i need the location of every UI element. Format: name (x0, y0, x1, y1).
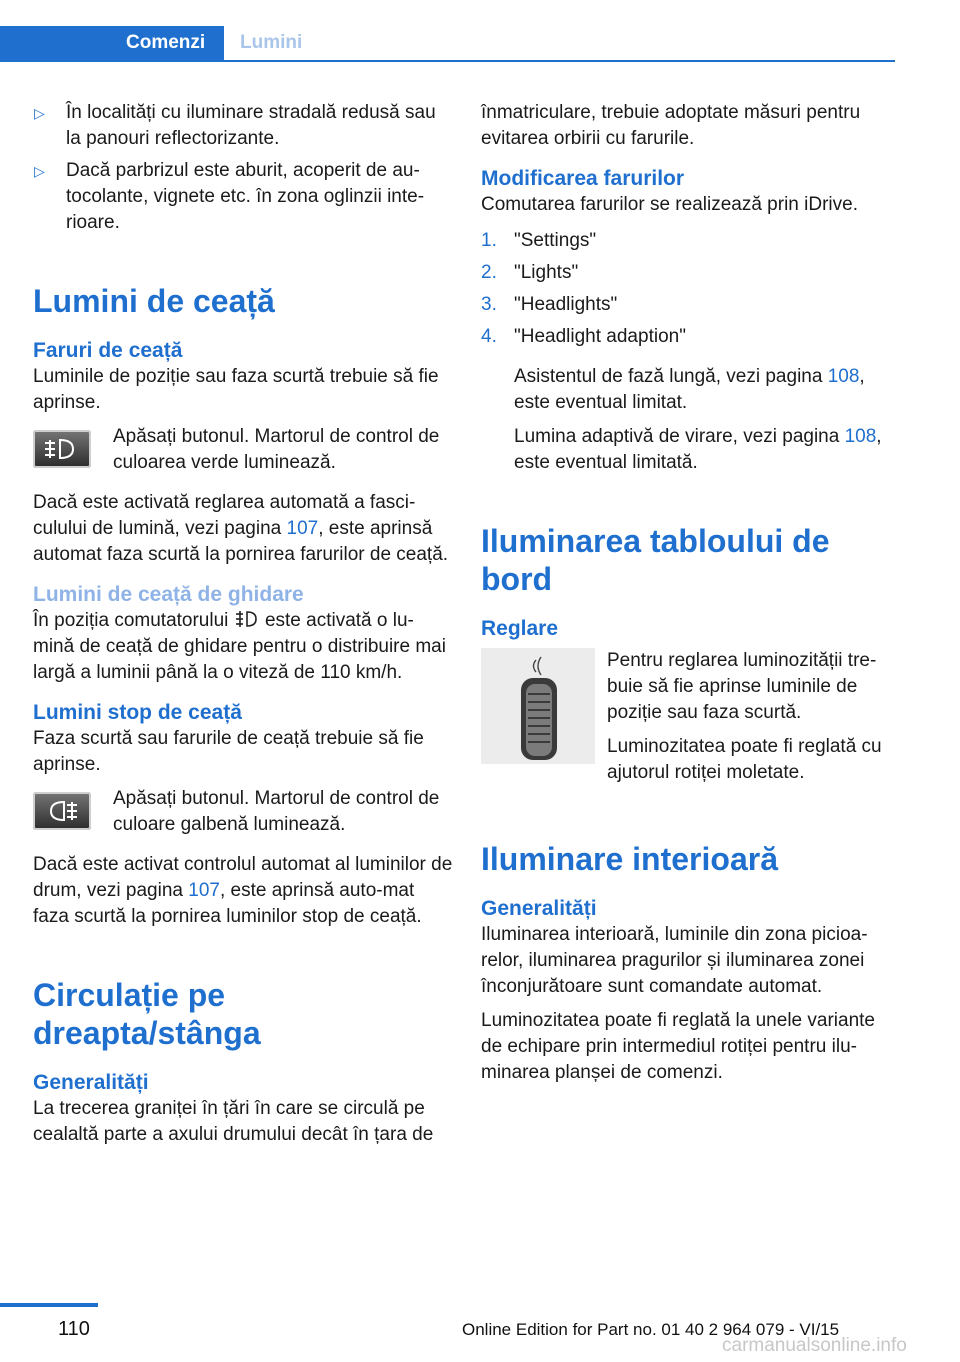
page-number: 110 (58, 1318, 90, 1340)
paragraph: Comutarea farurilor se realizează prin iDrive. (481, 194, 858, 215)
step-number: 4. (481, 326, 497, 347)
text-span: , este aprinsă automat faza scurtă la pornirea farurilor de ceață. (33, 518, 449, 565)
paragraph: Pentru reglarea luminozității tre-buie să fie aprinse luminile de poziție sau faza scurtă. (607, 650, 877, 723)
adjust-text-block (607, 648, 901, 794)
list-item (481, 324, 901, 350)
bullet-text: În localități cu iluminare stradală redusă sau la panouri reflectorizante. (66, 102, 436, 149)
list-item (481, 228, 901, 254)
list-item (33, 158, 453, 236)
header-bar (0, 0, 960, 62)
triangle-right-icon: ▷ (34, 105, 45, 121)
section-heading-dash: Iluminarea tabloului de bord (481, 523, 830, 597)
section-heading-fog: Lumini de ceață (33, 283, 275, 319)
text-span: este activată o lu-mină de ceață de ghidare pentru o distribuire mai largă a luminii până la o viteză de 110 km/h. (33, 610, 446, 683)
paragraph (33, 852, 453, 930)
section-heading-traffic: Circulație pe dreapta/stânga (33, 977, 261, 1051)
step-text: "Headlight adaption" (514, 326, 686, 347)
button-instruction: Apăsați butonul. Martorul de control de culoarea verde luminează. (113, 426, 440, 473)
watermark: carmanualsonline.info (722, 1335, 907, 1356)
text-span: Dacă este activată reglarea automată a fasci-culului de lumină, vezi pagina (33, 492, 416, 539)
footer-divider (0, 1303, 98, 1307)
step-note (481, 364, 901, 416)
header-divider (0, 60, 895, 62)
front-fog-row (33, 424, 453, 476)
tab-lumini[interactable]: Lumini (240, 32, 303, 53)
right-column (481, 100, 901, 1094)
paragraph: înmatriculare, trebuie adoptate măsuri pentru evitarea orbirii cu farurile. (481, 102, 861, 149)
paragraph: Faza scurtă sau farurile de ceață trebuie să fie aprinse. (33, 728, 424, 775)
triangle-right-icon: ▷ (34, 163, 45, 179)
subheading-guide: Lumini de ceață de ghidare (33, 583, 304, 606)
page-link[interactable]: 107 (286, 518, 319, 539)
subheading-modify: Modificarea farurilor (481, 167, 685, 190)
subheading-general: Generalități (33, 1071, 149, 1094)
text-span: Lumina adaptivă de virare, vezi pagina (514, 426, 845, 447)
text-span: , este eventual limitată. (514, 426, 882, 473)
paragraph: La trecerea graniței în țări în care se circulă pe cealaltă parte a axului drumului decât în țara de (33, 1098, 434, 1145)
step-number: 3. (481, 294, 497, 315)
button-instruction: Apăsați butonul. Martorul de control de culoare galbenă luminează. (113, 788, 440, 835)
steps-list (481, 228, 901, 350)
step-number: 2. (481, 262, 497, 283)
text-span: , este eventual limitat. (514, 366, 865, 413)
section-heading-interior: Iluminare interioară (481, 841, 778, 877)
subheading-fog-front: Faruri de ceață (33, 339, 183, 362)
step-text: "Headlights" (514, 294, 618, 315)
list-item (481, 292, 901, 318)
list-item (33, 100, 453, 152)
fog-switch-position-icon (234, 609, 260, 629)
paragraph (33, 490, 453, 568)
paragraph: Iluminarea interioară, luminile din zona picioa-relor, iluminarea pragurilor și iluminarea zonei înconjurătoare sunt comandate automat. (481, 924, 868, 997)
bullet-text: Dacă parbrizul este aburit, acoperit de au-tocolante, vignete etc. în zona oglinzii inte-rioare. (66, 160, 425, 233)
edition-note: Online Edition for Part no. 01 40 2 964 079 - VI/15 (462, 1320, 840, 1339)
subheading-adjust: Reglare (481, 617, 559, 640)
text-span: Dacă este activat controlul automat al luminilor de drum, vezi pagina (33, 854, 453, 901)
paragraph: Luminozitatea poate fi reglată la unele variante de echipare prin intermediul rotiței pentru ilu-minarea planșei de comenzi. (481, 1010, 875, 1083)
text-span: Asistentul de fază lungă, vezi pagina (514, 366, 828, 387)
text-span: În poziția comutatorului (33, 610, 234, 631)
page-link[interactable]: 108 (844, 426, 877, 447)
step-note (481, 424, 901, 476)
subheading-interior-general: Generalități (481, 897, 597, 920)
page-link[interactable]: 108 (827, 366, 860, 387)
dimmer-thumbwheel-icon (481, 648, 595, 764)
text-span: , este aprinsă auto-mat faza scurtă la pornirea luminilor stop de ceață. (33, 880, 422, 927)
step-number: 1. (481, 230, 497, 251)
rear-fog-light-icon (33, 792, 91, 830)
tab-comenzi[interactable]: Comenzi (0, 26, 224, 62)
list-item (481, 260, 901, 286)
paragraph: Luminile de poziție sau faza scurtă trebuie să fie aprinse. (33, 366, 439, 413)
page-link[interactable]: 107 (188, 880, 220, 901)
step-text: "Settings" (514, 230, 597, 251)
paragraph (33, 608, 453, 686)
step-text: "Lights" (514, 262, 579, 283)
adjust-row (481, 648, 901, 794)
front-fog-light-icon (33, 430, 91, 468)
rear-fog-row (33, 786, 453, 838)
left-column (33, 100, 453, 1156)
paragraph: Luminozitatea poate fi reglată cu ajutorul rotiței moletate. (607, 736, 882, 783)
subheading-rear-fog: Lumini stop de ceață (33, 701, 242, 724)
